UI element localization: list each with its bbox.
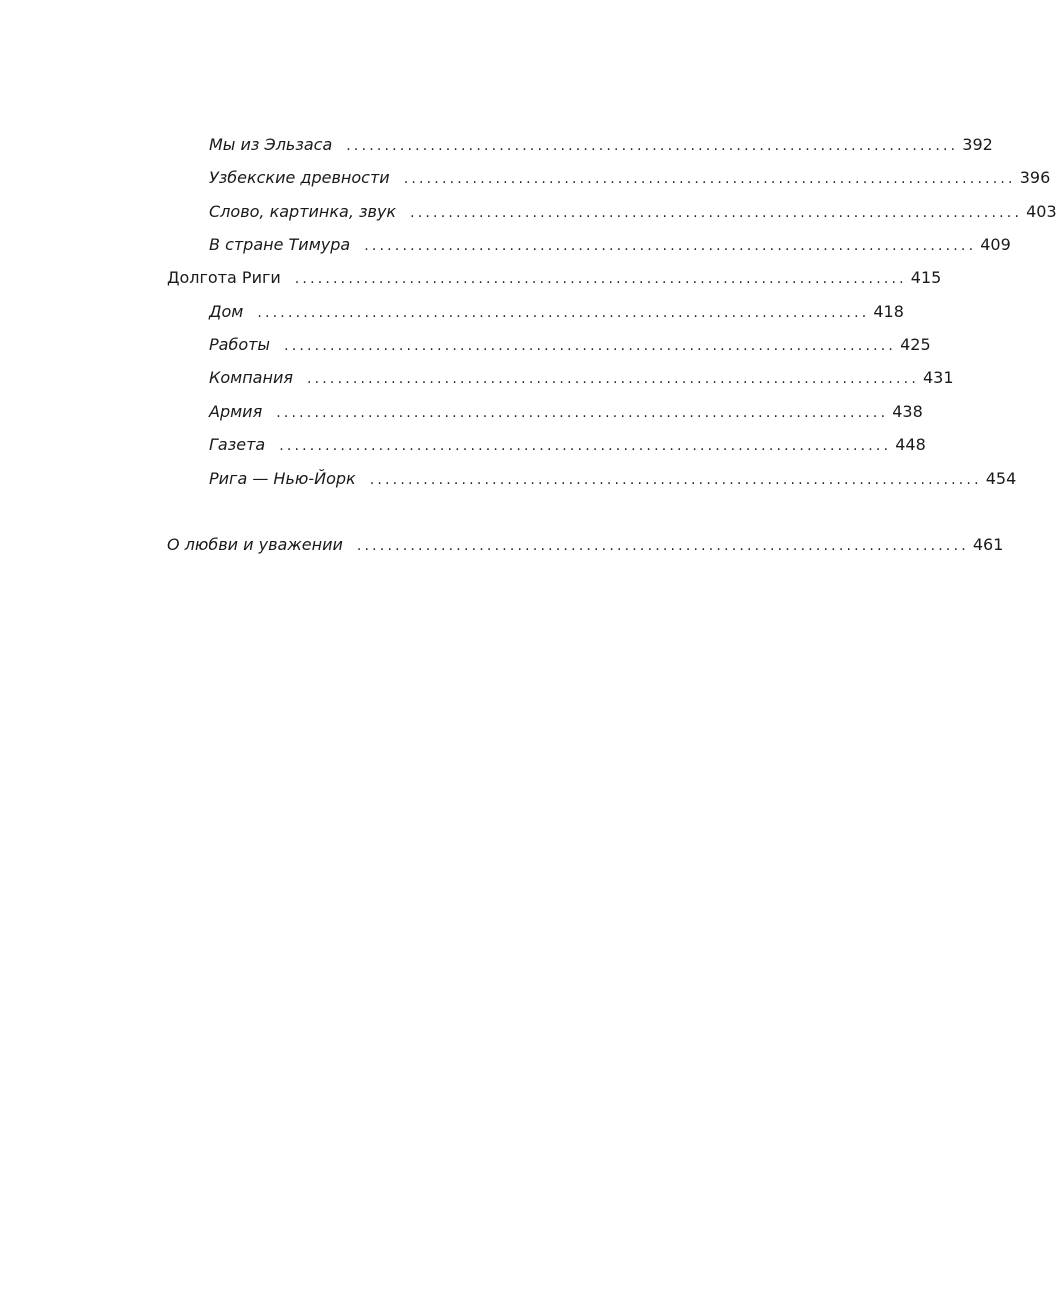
toc-entry <box>209 166 1051 190</box>
toc-entry-page: 392 <box>962 135 993 154</box>
dot-leader: ................................................................................ <box>284 338 897 354</box>
toc-entry-page: 438 <box>892 402 923 421</box>
toc-entry <box>209 133 993 157</box>
toc-entry-title: О любви и уважении <box>167 535 343 554</box>
toc-entry-title: Слово, картинка, звук <box>209 202 397 221</box>
dot-leader: ................................................................................ <box>276 405 889 421</box>
toc-entry-page: 418 <box>873 302 904 321</box>
toc-entry-title: Мы из Эльзаса <box>209 135 333 154</box>
toc-entry <box>209 433 926 457</box>
toc-entry-title: Дом <box>209 302 244 321</box>
toc-entry <box>209 300 904 324</box>
dot-leader: ................................................................................ <box>369 472 982 488</box>
dot-leader: ................................................................................ <box>356 538 969 554</box>
dot-leader: ................................................................................ <box>279 438 892 454</box>
dot-leader: ................................................................................ <box>346 138 959 154</box>
toc-entry-title: Узбекские древности <box>209 168 390 187</box>
dot-leader: ................................................................................ <box>294 271 907 287</box>
toc-entry-title: Долгота Риги <box>167 268 281 287</box>
toc-entry <box>209 200 1057 224</box>
toc-entry <box>209 366 954 390</box>
toc-entry-page: 454 <box>985 469 1017 488</box>
toc-entry <box>167 266 942 290</box>
toc-entry-page: 403 <box>1026 202 1057 221</box>
toc-entry-page: 448 <box>895 435 926 454</box>
toc-entry-page: 461 <box>972 535 1004 554</box>
toc-entry <box>209 400 923 424</box>
toc-entry-title: Газета <box>209 435 266 454</box>
dot-leader: ................................................................................ <box>364 238 977 254</box>
toc-entry-title: В стране Тимура <box>209 235 351 254</box>
toc-entry-title: Армия <box>209 402 263 421</box>
toc-entry-title: Работы <box>209 335 271 354</box>
toc-entry <box>209 467 1017 491</box>
toc-entry-page: 415 <box>910 268 942 287</box>
dot-leader: ................................................................................ <box>403 171 1016 187</box>
toc-entry-page: 409 <box>980 235 1011 254</box>
toc-entry <box>209 233 1011 257</box>
toc-entry-page: 396 <box>1019 168 1051 187</box>
dot-leader: ................................................................................ <box>410 205 1023 221</box>
dot-leader: ................................................................................ <box>306 371 919 387</box>
dot-leader: ................................................................................ <box>257 305 870 321</box>
toc-entry <box>209 333 931 357</box>
toc-entry-page: 431 <box>922 368 954 387</box>
toc-entry-title: Компания <box>209 368 293 387</box>
toc-entry <box>167 533 1004 557</box>
toc-entry-page: 425 <box>900 335 931 354</box>
toc-entry-title: Рига — Нью-Йорк <box>209 469 356 488</box>
